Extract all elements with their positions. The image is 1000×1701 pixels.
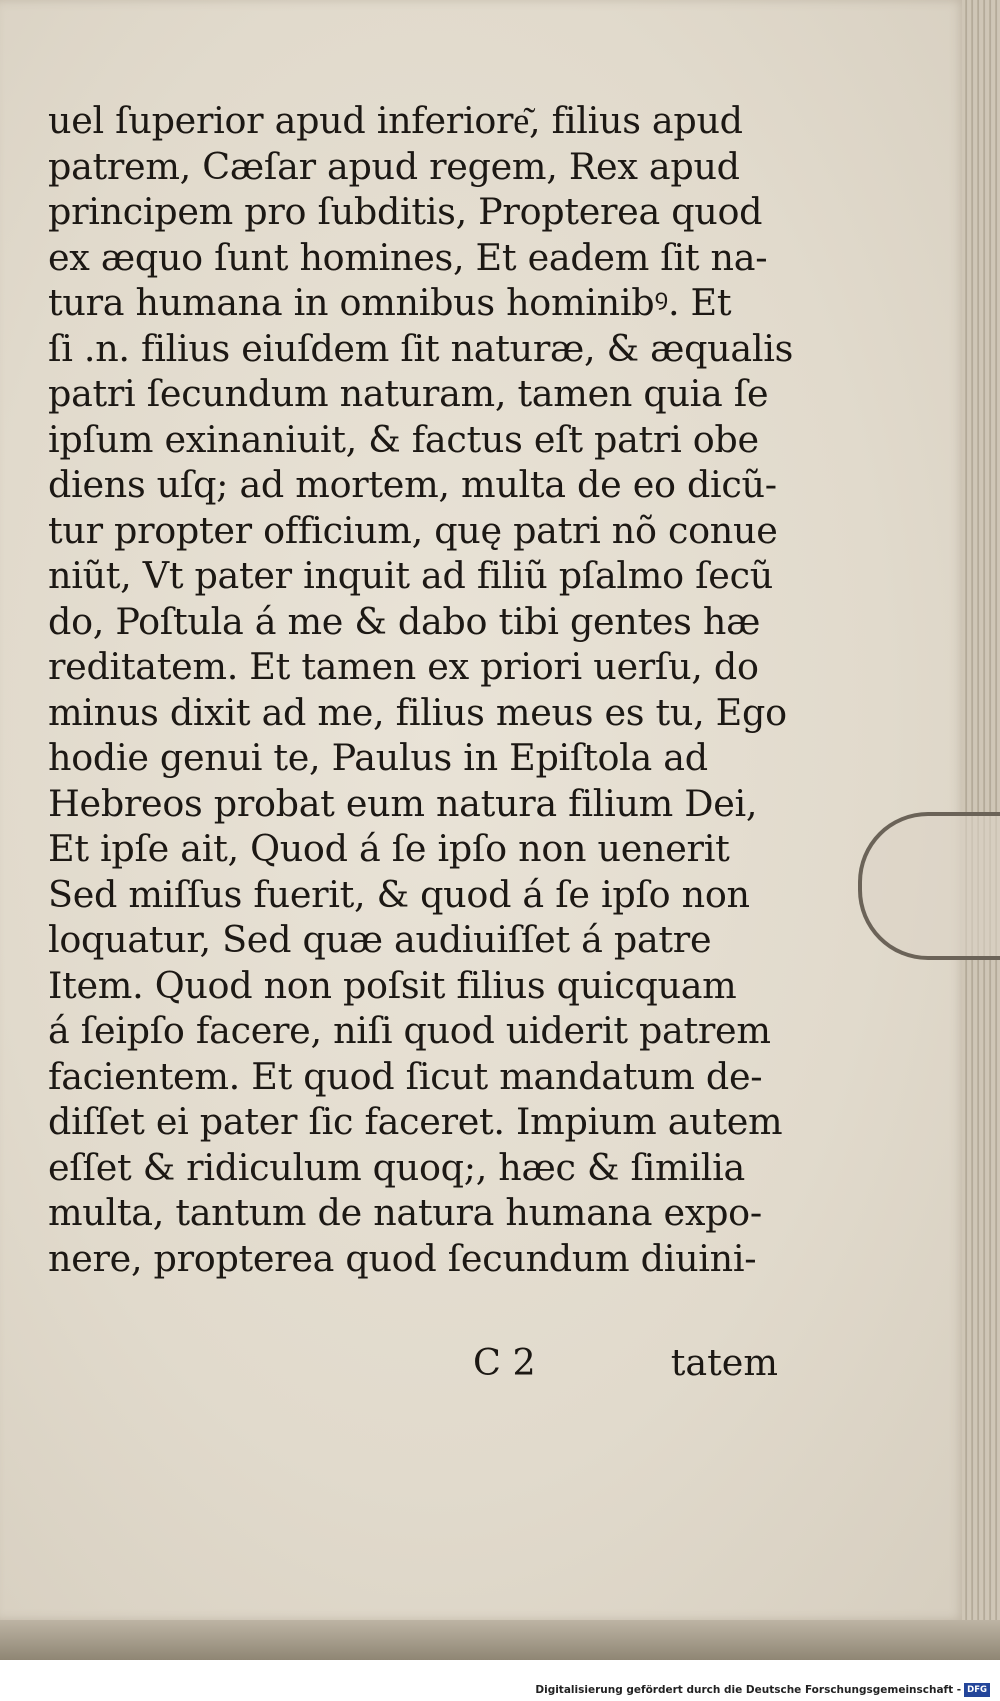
text-line: á ſeipſo facere, niſi quod uiderit patrem: [48, 1009, 771, 1052]
text-line: uel ſuperior apud inferiore͂, filius apud: [48, 99, 743, 142]
page-clip: [858, 812, 1000, 960]
text-line: eſſet & ridiculum quoq;, hæc & ſimilia: [48, 1145, 745, 1189]
text-line: diſſet ei pater ſic faceret. Impium autem: [48, 1100, 783, 1143]
signature-mark: C 2: [473, 1341, 536, 1384]
text-line: patrem, Cæſar apud regem, Rex apud: [48, 144, 740, 188]
text-line: ſi .n. filius eiuſdem ſit naturæ, & æqualis: [48, 326, 794, 370]
text-line: multa, tantum de natura humana expo-: [48, 1191, 762, 1234]
text-line: minus dixit ad me, filius meus es tu, Ego: [48, 690, 787, 734]
text-line: loquatur, Sed quæ audiuiſſet á patre: [48, 918, 712, 961]
book-bottom-edge: [0, 1620, 1000, 1660]
text-line: ex æquo ſunt homines, Et eadem ſit na-: [48, 235, 768, 279]
text-line: Et ipſe ait, Quod á ſe ipſo non uenerit: [48, 827, 730, 870]
funding-credit: [535, 1682, 990, 1698]
text-line: ipſum exinaniuit, & factus eſt patri obe: [48, 417, 759, 461]
text-line: diens uſq; ad mortem, multa de eo dicũ-: [48, 463, 777, 506]
text-line: Hebreos probat eum natura filium Dei,: [48, 781, 758, 825]
text-line: niũt, Vt pater inquit ad filiũ pſalmo ſecũ: [48, 554, 773, 597]
text-line: principem pro ſubditis, Propterea quod: [48, 190, 763, 233]
text-line: nere, propterea quod ſecundum diuini-: [48, 1236, 757, 1280]
text-line: reditatem. Et tamen ex priori uerſu, do: [48, 645, 759, 688]
text-line: tura humana in omnibus hominibꝰ. Et: [48, 281, 732, 324]
credit-text: Digitalisierung gefördert durch die Deutsche Forschungsgemeinschaft -: [535, 1684, 962, 1696]
page-text-block: [48, 98, 794, 1281]
dfg-logo: DFG: [964, 1683, 990, 1697]
text-line: hodie genui te, Paulus in Epiſtola ad: [48, 736, 708, 779]
page-foot: [48, 1338, 778, 1388]
text-line: Item. Quod non poſsit filius quicquam: [48, 963, 737, 1007]
text-line: facientem. Et quod ſicut mandatum de-: [48, 1054, 763, 1098]
text-line: do, Poſtula á me & dabo tibi gentes hæ: [48, 599, 761, 643]
text-line: patri ſecundum naturam, tamen quia ſe: [48, 372, 769, 415]
text-line: tur propter officium, quę patri nõ conue: [48, 508, 778, 552]
catchword: tatem: [670, 1341, 778, 1384]
text-line: Sed miſſus fuerit, & quod á ſe ipſo non: [48, 872, 750, 916]
